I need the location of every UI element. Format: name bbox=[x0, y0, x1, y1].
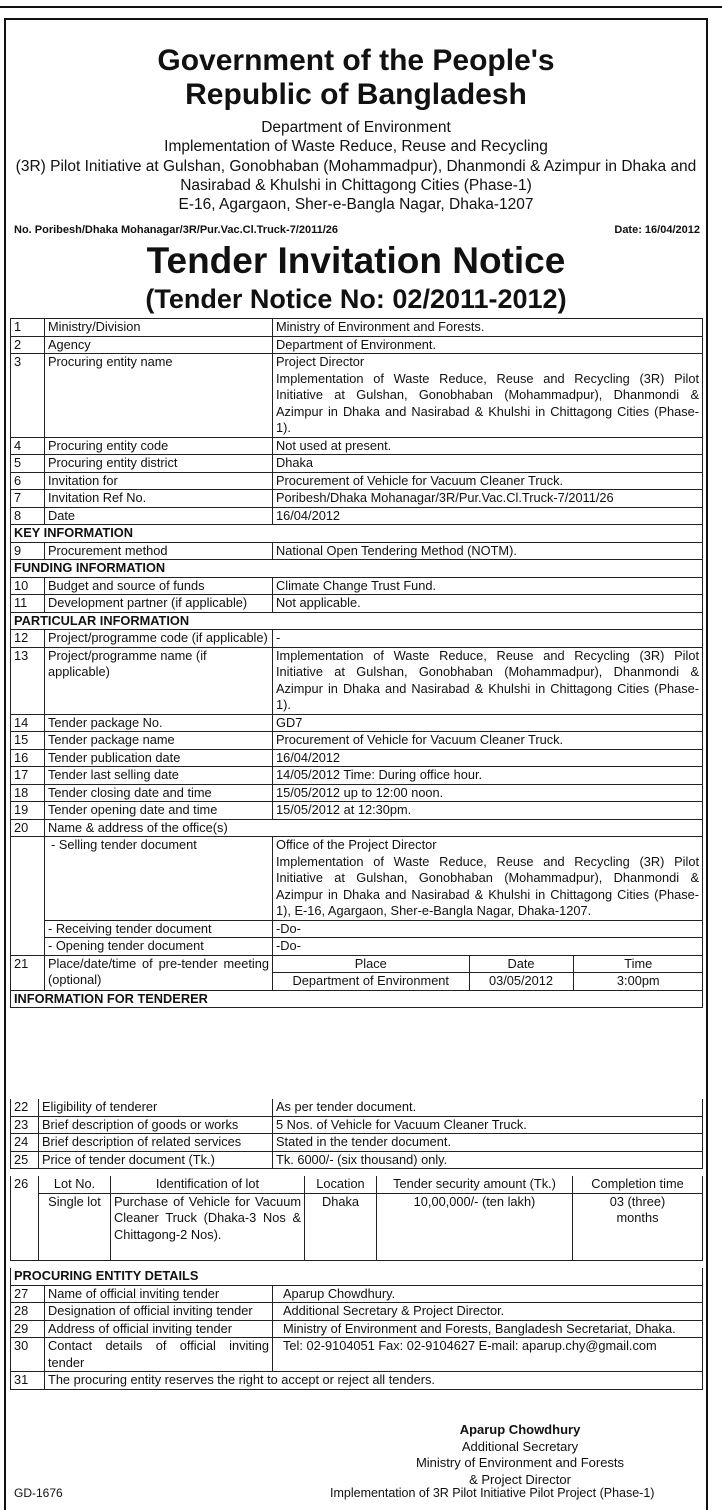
row-label: Procuring entity name bbox=[45, 354, 273, 438]
row-label: - Receiving tender document bbox=[45, 920, 273, 938]
section-title: INFORMATION FOR TENDERER bbox=[11, 990, 703, 1008]
row-value: National Open Tendering Method (NOTM). bbox=[273, 542, 703, 560]
row-label: Agency bbox=[45, 336, 273, 354]
row-number bbox=[11, 837, 45, 956]
row-number: 27 bbox=[11, 1285, 45, 1303]
top-rule bbox=[0, 0, 722, 8]
signatory-line: Additional Secretary bbox=[461, 1438, 579, 1454]
row-label: Procuring entity code bbox=[45, 437, 273, 455]
row-value bbox=[273, 354, 703, 438]
table-row bbox=[11, 1116, 703, 1134]
row-number: 16 bbox=[11, 749, 45, 767]
project-line-1: Implementation of Waste Reduce, Reuse and Recycling bbox=[164, 138, 548, 156]
row-number: 21 bbox=[11, 955, 45, 990]
table-row bbox=[11, 319, 703, 337]
signatory-line: Ministry of Environment and Forests bbox=[415, 1455, 625, 1470]
row-label: Brief description of related services bbox=[39, 1134, 273, 1152]
table-row bbox=[11, 802, 703, 820]
cell-value: 03/05/2012 bbox=[469, 973, 573, 990]
lot-table bbox=[10, 1176, 703, 1261]
office-address: E-16, Agargaon, Sher-e-Bangla Nagar, Dhaka-1207 bbox=[178, 196, 534, 214]
column-header: Lot No. bbox=[39, 1176, 111, 1193]
row-number: 10 bbox=[11, 577, 45, 595]
column-header: Completion time bbox=[573, 1176, 703, 1193]
row-number: 25 bbox=[11, 1151, 39, 1169]
row-value: Procurement of Vehicle for Vacuum Cleaner Truck. bbox=[273, 732, 703, 750]
row-value: -Do- bbox=[273, 920, 703, 938]
row-value: Department of Environment. bbox=[273, 336, 703, 354]
procuring-entity-table bbox=[10, 1268, 703, 1390]
department-name: Department of Environment bbox=[261, 119, 451, 136]
row-value: Additional Secretary & Project Director. bbox=[273, 1303, 703, 1321]
row-number: 15 bbox=[11, 732, 45, 750]
row-number: 22 bbox=[11, 1099, 39, 1116]
row-value: Climate Change Trust Fund. bbox=[273, 577, 703, 595]
row-label: Date bbox=[45, 507, 273, 525]
notice-date: Date: 16/04/2012 bbox=[614, 224, 700, 236]
row-label: Tender publication date bbox=[45, 749, 273, 767]
table-row bbox=[11, 1285, 703, 1303]
row-number: 12 bbox=[11, 630, 45, 648]
table-row bbox=[11, 1176, 703, 1193]
tenderer-info-table bbox=[10, 1099, 703, 1169]
tender-details-table bbox=[10, 318, 703, 1008]
section-title: FUNDING INFORMATION bbox=[11, 560, 703, 578]
table-row bbox=[11, 920, 703, 938]
row-label: Invitation for bbox=[45, 472, 273, 490]
row-label: Address of official inviting tender bbox=[45, 1320, 273, 1338]
table-row bbox=[11, 455, 703, 473]
row-label: Name of official inviting tender bbox=[45, 1285, 273, 1303]
table-row bbox=[11, 647, 703, 714]
reference-number: No. Poribesh/Dhaka Mohanagar/3R/Pur.Vac.Cl.Truck-7/2011/26 bbox=[14, 224, 339, 236]
row-label: Name & address of the office(s) bbox=[45, 819, 703, 837]
gov-line-1: Government of the People's bbox=[157, 44, 555, 77]
row-value: 5 Nos. of Vehicle for Vacuum Cleaner Truck. bbox=[273, 1116, 703, 1134]
row-number: 4 bbox=[11, 437, 45, 455]
row-number: 1 bbox=[11, 319, 45, 337]
row-number: 28 bbox=[11, 1303, 45, 1321]
row-value: 16/04/2012 bbox=[273, 749, 703, 767]
section-header bbox=[11, 990, 703, 1008]
section-title: KEY INFORMATION bbox=[11, 525, 703, 543]
value-line: Implementation of Waste Reduce, Reuse and Recycling (3R) Pilot Initiative at Gulshan, Gonobhaban (Mohammadpur), Dhanmondi & Azimpur in Dhaka and Nasirabad & Khulshi in Chittagong Cities (Phase-1). bbox=[276, 370, 699, 435]
row-number: 18 bbox=[11, 784, 45, 802]
project-line-3: Nasirabad & Khulshi in Chittagong Cities (Phase-1) bbox=[180, 176, 532, 194]
table-row bbox=[11, 336, 703, 354]
row-label: Procuring entity district bbox=[45, 455, 273, 473]
row-label: - Opening tender document bbox=[45, 938, 273, 956]
notice-title: Tender Invitation Notice bbox=[146, 240, 566, 281]
table-row bbox=[11, 784, 703, 802]
row-label: Eligibility of tenderer bbox=[39, 1099, 273, 1116]
table-row bbox=[11, 1372, 703, 1390]
table-row bbox=[11, 1193, 703, 1260]
row-number: 5 bbox=[11, 455, 45, 473]
row-number: 9 bbox=[11, 542, 45, 560]
table-row bbox=[11, 472, 703, 490]
tender-notice-number: (Tender Notice No: 02/2011-2012) bbox=[145, 284, 567, 314]
column-header: Identification of lot bbox=[111, 1176, 305, 1193]
row-value: -Do- bbox=[273, 938, 703, 956]
row-value: Tk. 6000/- (six thousand) only. bbox=[273, 1151, 703, 1169]
row-number: 14 bbox=[11, 714, 45, 732]
table-row bbox=[11, 595, 703, 613]
gd-code: GD-1676 bbox=[14, 1486, 63, 1500]
table-row bbox=[273, 973, 703, 990]
row-value: As per tender document. bbox=[273, 1099, 703, 1116]
row-value: - bbox=[273, 630, 703, 648]
row-value: Not applicable. bbox=[273, 595, 703, 613]
row-value: Ministry of Environment and Forests, Bangladesh Secretariat, Dhaka. bbox=[273, 1320, 703, 1338]
row-value: Not used at present. bbox=[273, 437, 703, 455]
row-label: Place/date/time of pre-tender meeting (optional) bbox=[45, 955, 273, 990]
row-value: Tel: 02-9104051 Fax: 02-9104627 E-mail: aparup.chy@gmail.com bbox=[273, 1338, 703, 1372]
row-label: Designation of official inviting tender bbox=[45, 1303, 273, 1321]
table-row bbox=[11, 1303, 703, 1321]
row-label: - Selling tender document bbox=[45, 837, 273, 921]
table-row bbox=[11, 507, 703, 525]
table-row bbox=[11, 437, 703, 455]
section-header bbox=[11, 560, 703, 578]
table-row bbox=[11, 938, 703, 956]
table-row bbox=[11, 630, 703, 648]
table-row bbox=[11, 767, 703, 785]
row-number: 11 bbox=[11, 595, 45, 613]
row-value: Implementation of Waste Reduce, Reuse and Recycling (3R) Pilot Initiative at Gulshan, Gonobhaban (Mohammadpur), Dhanmondi & Azimpur in Dhaka and Nasirabad & Khulshi in Chittagong Cities (Phase-1). bbox=[273, 647, 703, 714]
row-label: Contact details of official inviting tender bbox=[45, 1338, 273, 1372]
table-row bbox=[11, 354, 703, 438]
cell-value: 03 (three) months bbox=[573, 1193, 703, 1260]
row-value: Stated in the tender document. bbox=[273, 1134, 703, 1152]
table-row bbox=[11, 1134, 703, 1152]
table-row bbox=[11, 955, 703, 990]
row-value: Dhaka bbox=[273, 455, 703, 473]
row-number: 23 bbox=[11, 1116, 39, 1134]
reference-row bbox=[14, 224, 700, 236]
row-value: Procurement of Vehicle for Vacuum Cleaner Truck. bbox=[273, 472, 703, 490]
value-line: Implementation of Waste Reduce, Reuse and Recycling (3R) Pilot Initiative at Gulshan, Gonobhaban (Mohammadpur), Dhanmondi & Azimpur in Dhaka and Nasirabad & Khulshi in Chittagong Cities (Phase-1), E-16, Agargaon, Sher-e-Bangla Nagar, Dhaka-1207. bbox=[276, 853, 699, 918]
row-value: Poribesh/Dhaka Mohanagar/3R/Pur.Vac.Cl.Truck-7/2011/26 bbox=[273, 490, 703, 508]
value-line: Office of the Project Director bbox=[276, 837, 437, 852]
row-value: 15/05/2012 at 12:30pm. bbox=[273, 802, 703, 820]
table-row bbox=[11, 1320, 703, 1338]
column-header: Location bbox=[305, 1176, 377, 1193]
column-header: Tender security amount (Tk.) bbox=[377, 1176, 573, 1193]
section-header bbox=[11, 1268, 703, 1285]
row-number: 29 bbox=[11, 1320, 45, 1338]
table-row bbox=[11, 1338, 703, 1372]
row-value bbox=[273, 837, 703, 921]
section-header bbox=[11, 525, 703, 543]
gov-line-2: Republic of Bangladesh bbox=[185, 78, 527, 111]
column-header: Time bbox=[573, 956, 703, 973]
row-label: Tender closing date and time bbox=[45, 784, 273, 802]
signatory-line: & Project Director bbox=[469, 1471, 571, 1487]
row-value: Aparup Chowdhury. bbox=[273, 1285, 703, 1303]
row-value: 16/04/2012 bbox=[273, 507, 703, 525]
row-number: 13 bbox=[11, 647, 45, 714]
row-label: Project/programme code (if applicable) bbox=[45, 630, 273, 648]
row-value: Ministry of Environment and Forests. bbox=[273, 319, 703, 337]
table-row bbox=[11, 714, 703, 732]
row-number: 26 bbox=[11, 1176, 39, 1260]
row-label: Brief description of goods or works bbox=[39, 1116, 273, 1134]
table-row bbox=[11, 837, 703, 921]
row-label: Price of tender document (Tk.) bbox=[39, 1151, 273, 1169]
row-label: Tender package name bbox=[45, 732, 273, 750]
row-label: Project/programme name (if applicable) bbox=[45, 647, 273, 714]
row-number: 7 bbox=[11, 490, 45, 508]
signature-block bbox=[340, 1422, 700, 1488]
signatory-name: Aparup Chowdhury bbox=[459, 1422, 581, 1437]
row-number: 17 bbox=[11, 767, 45, 785]
row-label: Development partner (if applicable) bbox=[45, 595, 273, 613]
row-number: 2 bbox=[11, 336, 45, 354]
row-number: 6 bbox=[11, 472, 45, 490]
cell-value: Department of Environment bbox=[273, 973, 469, 990]
column-header: Place bbox=[273, 956, 469, 973]
project-line-2: (3R) Pilot Initiative at Gulshan, Gonobhaban (Mohammadpur), Dhanmondi & Azimpur in Dhaka and bbox=[15, 157, 697, 175]
row-value: 15/05/2012 up to 12:00 noon. bbox=[273, 784, 703, 802]
row-label: Tender package No. bbox=[45, 714, 273, 732]
table-row bbox=[11, 1099, 703, 1116]
table-row bbox=[273, 956, 703, 973]
cell-value: Dhaka bbox=[305, 1193, 377, 1260]
government-heading bbox=[6, 44, 706, 112]
row-value: 14/05/2012 Time: During office hour. bbox=[273, 767, 703, 785]
department-block bbox=[6, 118, 706, 214]
row-number: 8 bbox=[11, 507, 45, 525]
row-number: 31 bbox=[11, 1372, 45, 1390]
row-label: Budget and source of funds bbox=[45, 577, 273, 595]
row-number: 19 bbox=[11, 802, 45, 820]
row-label: Tender opening date and time bbox=[45, 802, 273, 820]
cell-value: Single lot bbox=[39, 1193, 111, 1260]
table-row bbox=[11, 1151, 703, 1169]
row-label: Procurement method bbox=[45, 542, 273, 560]
signatory-line: Implementation of 3R Pilot Initiative Pilot Project (Phase-1) bbox=[330, 1486, 655, 1500]
section-title: PROCURING ENTITY DETAILS bbox=[11, 1268, 703, 1285]
table-row bbox=[11, 819, 703, 837]
pre-tender-meeting-cell bbox=[273, 955, 703, 990]
row-value: The procuring entity reserves the right to accept or reject all tenders. bbox=[45, 1372, 703, 1390]
row-label: Ministry/Division bbox=[45, 319, 273, 337]
row-label: Invitation Ref No. bbox=[45, 490, 273, 508]
row-value: GD7 bbox=[273, 714, 703, 732]
row-number: 30 bbox=[11, 1338, 45, 1372]
row-number: 24 bbox=[11, 1134, 39, 1152]
table-row bbox=[11, 577, 703, 595]
table-row bbox=[11, 490, 703, 508]
table-row bbox=[11, 542, 703, 560]
row-number: 20 bbox=[11, 819, 45, 837]
table-row bbox=[11, 749, 703, 767]
pre-tender-meeting-table bbox=[273, 956, 703, 990]
row-number: 3 bbox=[11, 354, 45, 438]
cell-value: 10,00,000/- (ten lakh) bbox=[377, 1193, 573, 1260]
cell-value: Purchase of Vehicle for Vacuum Cleaner Truck (Dhaka-3 Nos & Chittagong-2 Nos). bbox=[111, 1193, 305, 1260]
section-header bbox=[11, 612, 703, 630]
cell-value: 3:00pm bbox=[573, 973, 703, 990]
section-title: PARTICULAR INFORMATION bbox=[11, 612, 703, 630]
value-line: Project Director bbox=[276, 354, 365, 369]
column-header: Date bbox=[469, 956, 573, 973]
table-row bbox=[11, 732, 703, 750]
row-label: Tender last selling date bbox=[45, 767, 273, 785]
